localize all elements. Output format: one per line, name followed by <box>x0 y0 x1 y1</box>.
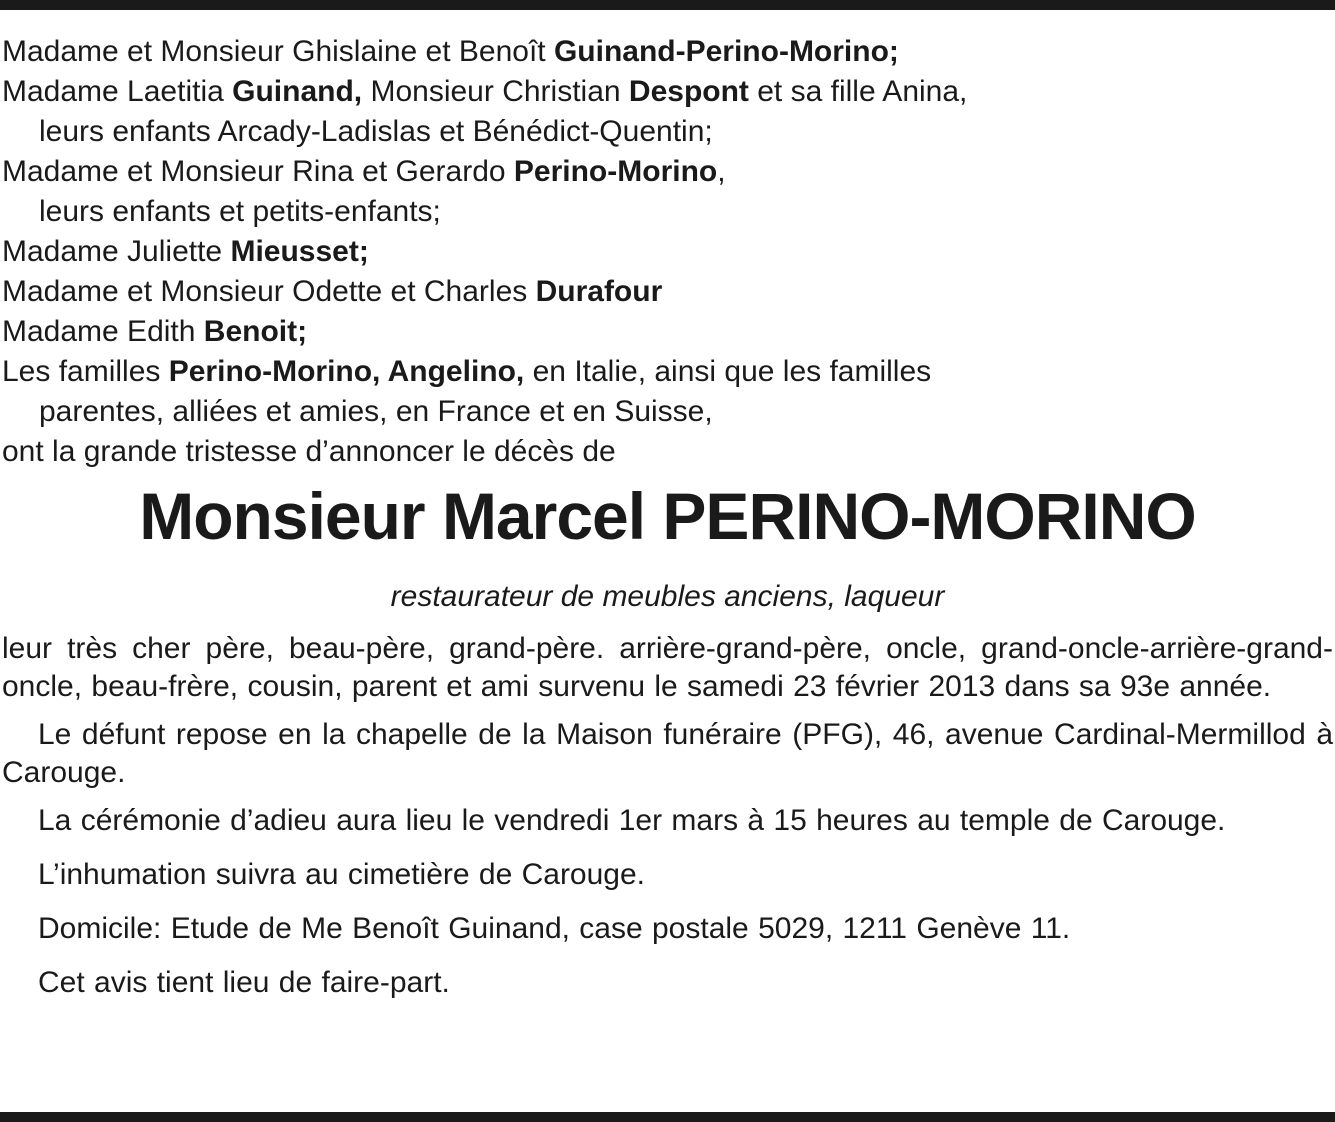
family-text: leurs enfants Arcady-Ladislas et Bénédict-Quentin; <box>39 115 713 148</box>
deceased-name: Monsieur Marcel PERINO-MORINO <box>139 479 1196 553</box>
family-text: et sa fille Anina, <box>748 75 968 108</box>
family-line <box>2 72 1322 112</box>
family-surname: Mieusset; <box>230 235 369 268</box>
family-line <box>2 232 1322 272</box>
family-list <box>2 32 1322 472</box>
family-text: Les familles <box>2 355 169 388</box>
family-line <box>2 392 1322 432</box>
notice-paragraph: Cet avis tient lieu de faire-part. <box>38 966 450 999</box>
family-line <box>2 352 1322 392</box>
deceased-profession: restaurateur de meubles anciens, laqueur <box>390 580 945 613</box>
family-surname: Guinand-Perino-Morino; <box>553 35 899 68</box>
family-text: leurs enfants et petits-enfants; <box>39 195 441 228</box>
family-line <box>2 32 1322 72</box>
family-text: Madame Edith <box>2 315 204 348</box>
family-text: ont la grande tristesse d’annoncer le décès de <box>2 435 616 468</box>
relations-paragraph: leur très cher père, beau-père, grand-père. arrière-grand-père, oncle, grand-oncle-arrière-grand-oncle, beau-frère, cousin, parent et ami survenu le samedi 23 février 2013 dans sa 93e année. <box>2 632 1333 703</box>
family-text: Madame et Monsieur Rina et Gerardo <box>2 155 514 188</box>
repose-paragraph: Le défunt repose en la chapelle de la Maison funéraire (PFG), 46, avenue Cardinal-Mermillod à Carouge. <box>2 718 1333 789</box>
family-text: Madame Laetitia <box>2 75 233 108</box>
family-surname: Durafour <box>535 275 663 308</box>
family-text: Monsieur Christian <box>362 75 629 108</box>
family-line <box>2 312 1322 352</box>
family-text: Madame et Monsieur Odette et Charles <box>2 275 536 308</box>
ceremony-paragraph: La cérémonie d’adieu aura lieu le vendredi 1er mars à 15 heures au temple de Carouge. <box>38 804 1226 837</box>
family-text: parentes, alliées et amies, en France et en Suisse, <box>39 395 713 428</box>
family-text: Madame Juliette <box>2 235 231 268</box>
bottom-rule <box>0 1112 1335 1122</box>
domicile-paragraph: Domicile: Etude de Me Benoît Guinand, case postale 5029, 1211 Genève 11. <box>38 912 1071 945</box>
family-line <box>2 432 1322 472</box>
family-text: Madame et Monsieur Ghislaine et Benoît <box>2 35 554 68</box>
family-line <box>2 272 1322 312</box>
family-surname: Perino-Morino, Angelino, <box>168 355 525 388</box>
family-surname: Benoit; <box>203 315 308 348</box>
family-text: en Italie, ainsi que les familles <box>524 355 932 388</box>
top-rule <box>0 0 1335 10</box>
family-surname: Perino-Morino <box>513 155 718 188</box>
family-line <box>2 152 1322 192</box>
family-text: , <box>717 155 726 188</box>
notice-body <box>2 630 1333 1002</box>
family-surname: Despont <box>628 75 749 108</box>
burial-paragraph: L’inhumation suivra au cimetière de Carouge. <box>38 858 646 891</box>
family-line <box>2 192 1322 232</box>
family-line <box>2 112 1322 152</box>
family-surname: Guinand, <box>232 75 363 108</box>
